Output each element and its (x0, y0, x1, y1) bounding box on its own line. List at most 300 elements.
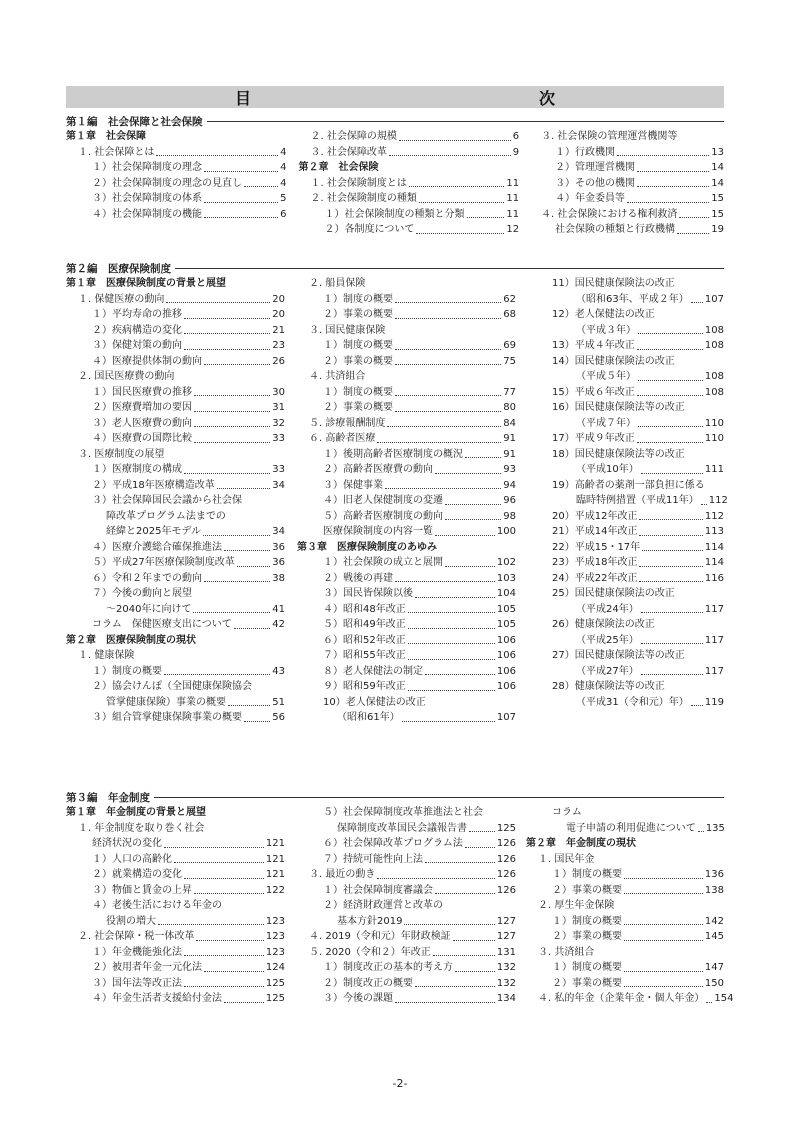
dot-leader (164, 674, 270, 675)
toc-page-number: 113 (704, 526, 724, 537)
toc-entry-title: ５. 診療報酬制度 (309, 417, 386, 429)
toc-entry (526, 493, 728, 509)
toc-entry-title: 第２章 医療保険制度の現状 (66, 634, 196, 646)
toc-entry (299, 145, 520, 161)
toc-entry-title: 11）国民健康保険法の改正 (552, 278, 675, 289)
toc-page-number: 104 (496, 588, 516, 599)
toc-page-number: 15 (711, 208, 724, 220)
toc-entry-title: １）行政機関 (555, 146, 616, 158)
dot-leader (637, 442, 703, 443)
toc-entry (66, 191, 287, 207)
toc-entry (66, 852, 285, 868)
dot-leader (691, 302, 703, 303)
toc-entry (299, 176, 520, 192)
dot-leader (395, 1002, 495, 1003)
toc-entry (297, 447, 516, 463)
toc-entry-title: ３）物価と賃金の上昇 (92, 884, 192, 896)
toc-entry-title: ３. 最近の動き (309, 869, 376, 880)
toc-entry-title: 電子申請の利用促進について (566, 822, 696, 834)
toc-entry-title: ４. 2019（令和元）年財政検証 (309, 931, 451, 942)
toc-page-number: 114 (704, 557, 724, 568)
toc-entry-title: 臨時特例措置（平成11年） (576, 495, 699, 506)
toc-entry-title: ３）その他の機関 (555, 177, 636, 189)
toc-page-number: 132 (496, 962, 516, 973)
toc-page-number: 108 (704, 340, 724, 351)
dot-leader (204, 581, 270, 582)
dot-leader (408, 643, 495, 644)
toc-page-number: 91 (503, 433, 516, 444)
toc-page-number: 21 (272, 324, 285, 336)
toc-entry (66, 462, 285, 478)
dot-leader (194, 893, 264, 894)
toc-page-number: 110 (704, 433, 724, 444)
toc-page-number: 126 (496, 838, 516, 849)
dot-leader (194, 411, 270, 412)
toc-entry-title: 第１章 社会保障 (66, 131, 146, 142)
toc-entry-title: ４）社会保障制度の機能 (92, 208, 202, 220)
toc-entry (526, 323, 724, 339)
toc-page-number: 4 (280, 162, 287, 173)
toc-page-number: 93 (503, 464, 516, 475)
toc-entry (297, 867, 516, 883)
toc-entry (526, 338, 724, 354)
toc-page-number: 96 (503, 495, 516, 506)
toc-entry-title: ５. 2020（令和２）年改正 (309, 946, 431, 958)
dot-leader (691, 705, 703, 706)
toc-page-number: 147 (704, 962, 724, 973)
toc-entry (297, 648, 516, 664)
toc-page-number: 116 (704, 572, 724, 584)
toc-entry-title: ６）令和２年までの動向 (92, 572, 202, 584)
toc-columns (66, 805, 734, 1007)
toc-entry-title: １）人口の高齢化 (92, 853, 172, 865)
toc-entry-title: ４）医療介護総合確保推進法 (92, 541, 222, 553)
part-1-section (66, 113, 724, 238)
toc-entry-title: １）制度の概要 (552, 915, 622, 927)
dot-leader (416, 233, 504, 234)
toc-chapter-heading (526, 836, 724, 852)
toc-entry (526, 960, 724, 976)
toc-entry (297, 292, 516, 308)
dot-leader (203, 535, 270, 536)
toc-page-number: 107 (704, 293, 724, 305)
toc-page-number: 34 (272, 526, 285, 537)
toc-chapter-heading (297, 540, 516, 556)
dot-leader (194, 426, 270, 427)
toc-entry-title: ７）昭和55年改正 (323, 650, 406, 661)
toc-entry (526, 929, 724, 945)
toc-entry (66, 914, 285, 930)
toc-entry (297, 307, 516, 323)
toc-page-number: 11 (506, 193, 520, 204)
toc-entry-title: 26）健康保険法の改正 (552, 619, 655, 630)
toc-page-number: 91 (503, 448, 516, 460)
dot-leader (377, 878, 495, 879)
toc-page-number: 69 (503, 340, 516, 351)
dot-leader (445, 566, 495, 567)
toc-column (66, 805, 285, 1007)
toc-entry (526, 509, 724, 525)
toc-entry-title: ２）医療費増加の要因 (92, 402, 192, 413)
toc-entry (526, 679, 724, 695)
toc-entry-title: 25）国民健康保険法の改正 (552, 588, 675, 599)
toc-page-number: 108 (704, 371, 724, 382)
toc-entry (526, 664, 724, 680)
dot-leader (184, 878, 264, 879)
toc-page-number: 136 (704, 869, 724, 880)
toc-page-number: 36 (272, 541, 285, 553)
dot-leader (204, 364, 270, 365)
dot-leader (184, 955, 264, 956)
toc-entry (297, 555, 516, 571)
toc-page-number: 12 (506, 224, 520, 235)
toc-entry (526, 617, 724, 633)
dot-leader (409, 186, 504, 187)
toc-page-number: 126 (496, 884, 516, 896)
toc-entry-title: ４）昭和48年改正 (323, 603, 406, 615)
toc-entry (526, 540, 724, 556)
toc-entry-title: ４）旧老人保健制度の変遷 (323, 495, 443, 506)
dot-leader (639, 535, 702, 536)
toc-entry (526, 571, 724, 587)
dot-leader (419, 202, 504, 203)
toc-entry-title: ２）事業の概要 (323, 402, 393, 413)
toc-entry-title: 27）国民健康保険法等の改正 (552, 650, 685, 661)
dot-leader (244, 186, 278, 187)
toc-page-number: 122 (265, 884, 285, 896)
dot-leader (624, 893, 703, 894)
toc-entry-title: （平成10年） (576, 464, 639, 475)
dot-leader (387, 426, 501, 427)
dot-leader (624, 940, 703, 941)
dot-leader (435, 473, 501, 474)
toc-entry (526, 354, 724, 370)
toc-entry-title: 12）老人保健法の改正 (552, 309, 655, 320)
dot-leader (377, 442, 501, 443)
toc-column (526, 805, 734, 1007)
dot-leader (617, 155, 709, 156)
toc-page-number: 117 (704, 634, 724, 646)
toc-entry-title: １）社会保険の成立と展開 (323, 557, 443, 568)
toc-page-number: 20 (272, 309, 285, 320)
dot-leader (445, 519, 501, 520)
dot-leader (624, 878, 703, 879)
dot-leader (408, 659, 495, 660)
toc-entry (529, 207, 724, 223)
toc-page-number: 106 (496, 665, 516, 677)
toc-page-number: 80 (503, 402, 516, 413)
toc-page-number: 98 (503, 510, 516, 522)
toc-page-number: 123 (265, 931, 285, 942)
toc-page-number: 135 (705, 822, 725, 834)
toc-entry-title: １）社会保険制度の種類と分類 (324, 208, 465, 220)
toc-entry-title: １）社会保障制度の理念 (92, 162, 202, 173)
part-2-section (66, 260, 728, 726)
toc-entry (66, 400, 285, 416)
toc-page-number: 77 (503, 386, 516, 398)
toc-entry (297, 385, 516, 401)
toc-entry-title: １. 社会保障とは (78, 146, 155, 158)
toc-entry (297, 617, 516, 633)
toc-page-number: 125 (496, 822, 516, 834)
toc-entry-title: ８）老人保健法の制定 (323, 665, 423, 677)
toc-entry-title: 経緯と2025年モデル (106, 526, 201, 537)
toc-page-number: 41 (272, 603, 285, 615)
toc-entry (297, 633, 516, 649)
toc-page-number: 38 (272, 572, 285, 584)
toc-entry-title: 第１章 医療保険制度の背景と展望 (66, 278, 226, 289)
toc-entry-title: ３）組合管掌健康保険事業の概要 (92, 712, 242, 723)
dot-leader (204, 171, 278, 172)
dot-leader (465, 457, 501, 458)
toc-page-number: 36 (272, 557, 285, 568)
toc-page-number: 56 (272, 712, 285, 723)
toc-entry-title: 第３章 医療保険制度のあゆみ (297, 541, 437, 553)
toc-entry (297, 710, 516, 726)
toc-entry (526, 602, 724, 618)
toc-entry (297, 586, 516, 602)
dot-leader (435, 535, 495, 536)
toc-page-number: 106 (496, 681, 516, 692)
toc-entry-title: 24）平成22年改正 (552, 572, 638, 584)
toc-entry-title: １. 年金制度を取り巻く社会 (78, 822, 205, 834)
toc-entry (297, 821, 516, 837)
toc-entry (66, 354, 285, 370)
toc-entry-title: ３. 社会保険の管理運営機関等 (541, 131, 678, 142)
toc-entry-title: ２）被用者年金一元化法 (92, 962, 202, 973)
toc-entry (66, 602, 285, 618)
toc-entry (526, 991, 734, 1007)
toc-page-number: 138 (704, 884, 724, 896)
toc-entry-title: １）制度の概要 (552, 962, 622, 973)
toc-page-number: 126 (496, 853, 516, 865)
toc-entry-title: （昭和63年、平成２年） (576, 293, 689, 305)
toc-entry-title: 役割の増大 (106, 915, 156, 927)
toc-entry-title: ２）各制度について (324, 224, 415, 235)
toc-entry (297, 945, 516, 961)
toc-entry (66, 385, 285, 401)
toc-page-number: 105 (496, 619, 516, 630)
toc-page-number: 32 (272, 417, 285, 429)
toc-column (529, 129, 724, 238)
dot-leader (395, 581, 495, 582)
dot-leader (234, 628, 271, 629)
toc-entry (297, 914, 516, 930)
dot-leader (217, 488, 271, 489)
toc-page-number: 5 (280, 193, 287, 204)
toc-page-number: 150 (704, 977, 724, 989)
part-heading-rule (175, 268, 724, 269)
toc-page-number: 68 (503, 309, 516, 320)
part-heading-label: 第３編 年金制度 (66, 791, 150, 804)
toc-entry-title: 13）平成４年改正 (552, 340, 635, 351)
toc-entry-title: 18）国民健康保険法等の改正 (552, 448, 685, 460)
toc-chapter-heading (66, 276, 285, 292)
toc-entry-title: コラム (552, 807, 582, 818)
toc-entry (66, 976, 285, 992)
toc-entry-title: 28）健康保険法等の改正 (552, 681, 665, 692)
toc-entry (529, 191, 724, 207)
toc-entry-title: ４. 社会保険における権利救済 (541, 208, 678, 220)
toc-entry-title: １. 健康保険 (78, 650, 135, 661)
toc-entry (299, 207, 520, 223)
toc-entry-title: ２. 船員保険 (309, 278, 366, 289)
toc-page-number: 117 (704, 665, 724, 677)
toc-page-number: 132 (496, 977, 516, 989)
toc-entry (526, 369, 724, 385)
toc-entry (66, 695, 285, 711)
toc-entry-title: １）制度の概要 (323, 386, 393, 398)
dot-leader (467, 217, 505, 218)
dot-leader (395, 302, 501, 303)
toc-entry (526, 416, 724, 432)
part-heading-rule (154, 797, 724, 798)
toc-page-number: 112 (704, 510, 724, 522)
dot-leader (395, 411, 501, 412)
toc-entry-title: ５）高齢者医療制度の動向 (323, 510, 443, 522)
toc-page-number: 33 (272, 433, 285, 444)
toc-entry (297, 960, 516, 976)
toc-entry (297, 416, 516, 432)
toc-entry-title: ２）事業の概要 (552, 977, 622, 989)
dot-leader (228, 705, 270, 706)
toc-entry (297, 679, 516, 695)
part-heading (66, 789, 724, 805)
toc-entry (66, 821, 285, 837)
toc-entry-title: ２. 社会保険制度の種類 (310, 193, 417, 204)
dot-leader (204, 217, 278, 218)
dot-leader (639, 519, 702, 520)
toc-entry (526, 462, 724, 478)
toc-page-number: 134 (496, 993, 516, 1004)
toc-entry-title: ２）戦後の再建 (323, 572, 393, 584)
dot-leader (194, 442, 270, 443)
toc-entry-title: ２）社会保障制度の理念の見直し (92, 177, 242, 189)
toc-entry-title: １）制度の概要 (323, 293, 393, 305)
dot-leader (639, 581, 702, 582)
toc-entry (297, 898, 516, 914)
toc-page-number: 142 (704, 915, 724, 927)
toc-page-number: 13 (711, 146, 724, 158)
toc-page-number: 14 (711, 177, 724, 189)
toc-page-number: 121 (265, 838, 285, 849)
toc-entry (297, 276, 516, 292)
dot-leader (193, 612, 270, 613)
toc-page-number: 123 (265, 946, 285, 958)
toc-page-number: 33 (272, 464, 285, 475)
dot-leader (624, 986, 703, 987)
toc-entry (299, 191, 520, 207)
toc-entry-title: （平成31（令和元）年） (576, 696, 689, 708)
toc-entry (297, 991, 516, 1007)
toc-entry-title: ４）年金委員等 (555, 193, 626, 204)
toc-page-number: 125 (265, 977, 285, 989)
toc-column (299, 129, 520, 238)
toc-entry-title: 経済状況の変化 (92, 838, 162, 849)
toc-entry-title: ２）事業の概要 (323, 355, 393, 367)
toc-entry (297, 509, 516, 525)
toc-entry (297, 400, 516, 416)
toc-page-number: 111 (704, 464, 724, 475)
toc-chapter-heading (299, 160, 520, 176)
toc-chapter-heading (66, 129, 287, 145)
toc-entry-title: ２）就業構造の変化 (92, 869, 182, 880)
dot-leader (184, 318, 270, 319)
dot-leader (164, 847, 264, 848)
dot-leader (627, 202, 709, 203)
toc-entry-title: ３）社会保障国民会議から社会保 (92, 495, 242, 506)
toc-page-number: 145 (704, 931, 724, 942)
toc-entry (297, 571, 516, 587)
toc-page-number: 84 (503, 417, 516, 429)
toc-entry-title: ４）医療費の国際比較 (92, 433, 192, 444)
toc-page-number: 110 (704, 417, 724, 429)
toc-entry-title: 22）平成15・17年 (552, 541, 641, 553)
toc-entry (526, 945, 724, 961)
toc-entry-title: 10）老人保健法の改正 (323, 696, 426, 708)
toc-entry-title: ３. 医療制度の展望 (78, 448, 165, 460)
toc-page-number: 23 (272, 340, 285, 351)
toc-page-number: 100 (496, 526, 516, 537)
toc-entry (529, 222, 724, 238)
dot-leader (642, 550, 703, 551)
toc-entry-title: ４）医療提供体制の動向 (92, 355, 202, 367)
toc-entry (66, 836, 285, 852)
dot-leader (638, 426, 703, 427)
toc-entry (297, 354, 516, 370)
dot-leader (433, 955, 495, 956)
toc-entry-title: ２）事業の概要 (323, 309, 393, 320)
dot-leader (706, 1002, 712, 1003)
toc-page-number: 11 (506, 208, 520, 220)
toc-entry (66, 571, 285, 587)
toc-entry (66, 509, 285, 525)
toc-entry (297, 369, 516, 385)
toc-page-number: 42 (272, 619, 285, 630)
toc-entry (66, 679, 285, 695)
toc-entry (526, 648, 724, 664)
dot-leader (679, 217, 709, 218)
toc-page-number: 131 (496, 946, 516, 958)
toc-entry-title: ２）事業の概要 (552, 931, 622, 942)
toc-entry (297, 323, 516, 339)
toc-entry-title: ６. 高齢者医療 (309, 433, 376, 444)
toc-entry-title: ３. 共済組合 (538, 946, 595, 958)
toc-entry (526, 914, 724, 930)
toc-entry (297, 883, 516, 899)
toc-entry (526, 633, 724, 649)
toc-page-number: 105 (496, 603, 516, 615)
toc-page-number: 11 (506, 177, 520, 189)
dot-leader (415, 986, 495, 987)
toc-entry-title: ２）事業の概要 (552, 884, 622, 896)
toc-entry-title: １）医療制度の構成 (92, 464, 182, 475)
toc-entry-title: 保障制度改革国民会議報告書 (337, 822, 467, 834)
toc-page-number: 14 (711, 162, 724, 173)
toc-entry (297, 664, 516, 680)
dot-leader (194, 395, 270, 396)
toc-entry-title: ７）今後の動向と展望 (92, 588, 192, 599)
toc-entry (66, 524, 285, 540)
dot-leader (469, 831, 495, 832)
part-heading (66, 113, 724, 129)
toc-entry-title: ３）社会保障制度の体系 (92, 193, 202, 204)
toc-entry-title: ５）昭和49年改正 (323, 619, 406, 630)
toc-entry-title: ２. 厚生年金保険 (538, 900, 615, 911)
dot-leader (641, 612, 703, 613)
toc-page-number: 127 (496, 915, 516, 927)
toc-entry (526, 385, 724, 401)
